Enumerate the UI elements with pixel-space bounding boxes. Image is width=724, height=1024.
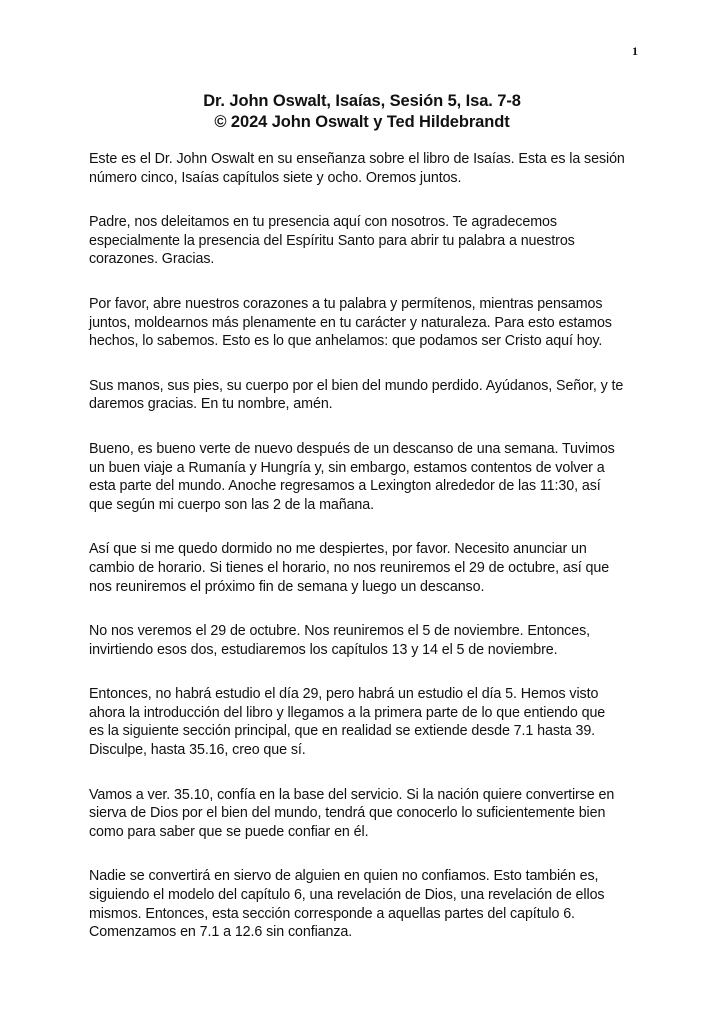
- paragraph: [89, 540, 649, 596]
- text-line: Comenzamos en 7.1 a 12.6 sin confianza.: [89, 924, 353, 941]
- paragraph: [89, 867, 649, 941]
- text-line: daremos gracias. En tu nombre, amén.: [89, 396, 333, 413]
- text-line: Entonces, no habrá estudio el día 29, pero habrá un estudio el día 5. Hemos visto: [89, 686, 599, 703]
- text-line: Nadie se convertirá en siervo de alguien en quien no confiamos. Esto también es,: [89, 868, 599, 885]
- text-line: es la siguiente sección principal, que en realidad se extiende desde 7.1 hasta 39.: [89, 723, 596, 740]
- paragraph: [89, 213, 649, 269]
- text-line: invirtiendo esos dos, estudiaremos los capítulos 13 y 14 el 5 de noviembre.: [89, 641, 558, 658]
- text-line: nos reuniremos el próximo fin de semana y luego un descanso.: [89, 578, 485, 595]
- document-body: [89, 150, 649, 968]
- text-line: hechos, lo sabemos. Esto es lo que anhelamos: que podamos ser Cristo aquí hoy.: [89, 333, 603, 350]
- text-line: Bueno, es bueno verte de nuevo después de un descanso de una semana. Tuvimos: [89, 440, 615, 457]
- page-number: 1: [632, 44, 638, 58]
- text-line: Por favor, abre nuestros corazones a tu palabra y permítenos, mientras pensamos: [89, 295, 603, 312]
- text-line: número cinco, Isaías capítulos siete y ocho. Oremos juntos.: [89, 169, 462, 186]
- text-line: No nos veremos el 29 de octubre. Nos reuniremos el 5 de noviembre. Entonces,: [89, 623, 591, 640]
- paragraph: [89, 622, 649, 659]
- text-line: como para saber que se puede confiar en él.: [89, 823, 369, 840]
- text-line: Este es el Dr. John Oswalt en su enseñanza sobre el libro de Isaías. Esta es la sesión: [89, 151, 625, 167]
- document-header: [0, 91, 724, 133]
- text-line: esta parte del mundo. Anoche regresamos a Lexington alrededor de las 11:30, así: [89, 478, 601, 495]
- text-line: cambio de horario. Si tienes el horario, no nos reuniremos el 29 de octubre, así que: [89, 559, 610, 576]
- paragraph: [89, 377, 649, 414]
- text-line: sierva de Dios por el bien del mundo, tendrá que conocerlo lo suficientemente bien: [89, 805, 606, 822]
- text-line: ahora la introducción del libro y llegamos a la primera parte de lo que entiendo que: [89, 704, 606, 721]
- text-line: especialmente la presencia del Espíritu Santo para abrir tu palabra a nuestros: [89, 232, 575, 249]
- text-line: Disculpe, hasta 35.16, creo que sí.: [89, 742, 306, 759]
- text-line: siguiendo el modelo del capítulo 6, una revelación de Dios, una revelación de ellos: [89, 887, 605, 904]
- text-line: un buen viaje a Rumanía y Hungría y, sin embargo, estamos contentos de volver a: [89, 459, 605, 476]
- text-line: Padre, nos deleitamos en tu presencia aquí con nosotros. Te agradecemos: [89, 214, 557, 231]
- text-line: mismos. Entonces, esta sección corresponde a aquellas partes del capítulo 6.: [89, 905, 575, 922]
- text-line: Sus manos, sus pies, su cuerpo por el bien del mundo perdido. Ayúdanos, Señor, y te: [89, 377, 624, 394]
- text-line: juntos, moldearnos más plenamente en tu carácter y naturaleza. Para esto estamos: [89, 314, 612, 331]
- paragraph: [89, 150, 649, 187]
- document-title: Dr. John Oswalt, Isaías, Sesión 5, Isa. 7-8: [203, 92, 521, 110]
- text-line: Vamos a ver. 35.10, confía en la base del servicio. Si la nación quiere convertirse en: [89, 786, 615, 803]
- text-line: Así que si me quedo dormido no me despiertes, por favor. Necesito anunciar un: [89, 541, 587, 558]
- paragraph: [89, 786, 649, 842]
- paragraph: [89, 295, 649, 351]
- copyright-line: © 2024 John Oswalt y Ted Hildebrandt: [214, 113, 510, 131]
- paragraph: [89, 440, 649, 514]
- paragraph: [89, 685, 649, 759]
- text-line: corazones. Gracias.: [89, 251, 215, 268]
- text-line: que según mi cuerpo son las 2 de la mañana.: [89, 496, 375, 513]
